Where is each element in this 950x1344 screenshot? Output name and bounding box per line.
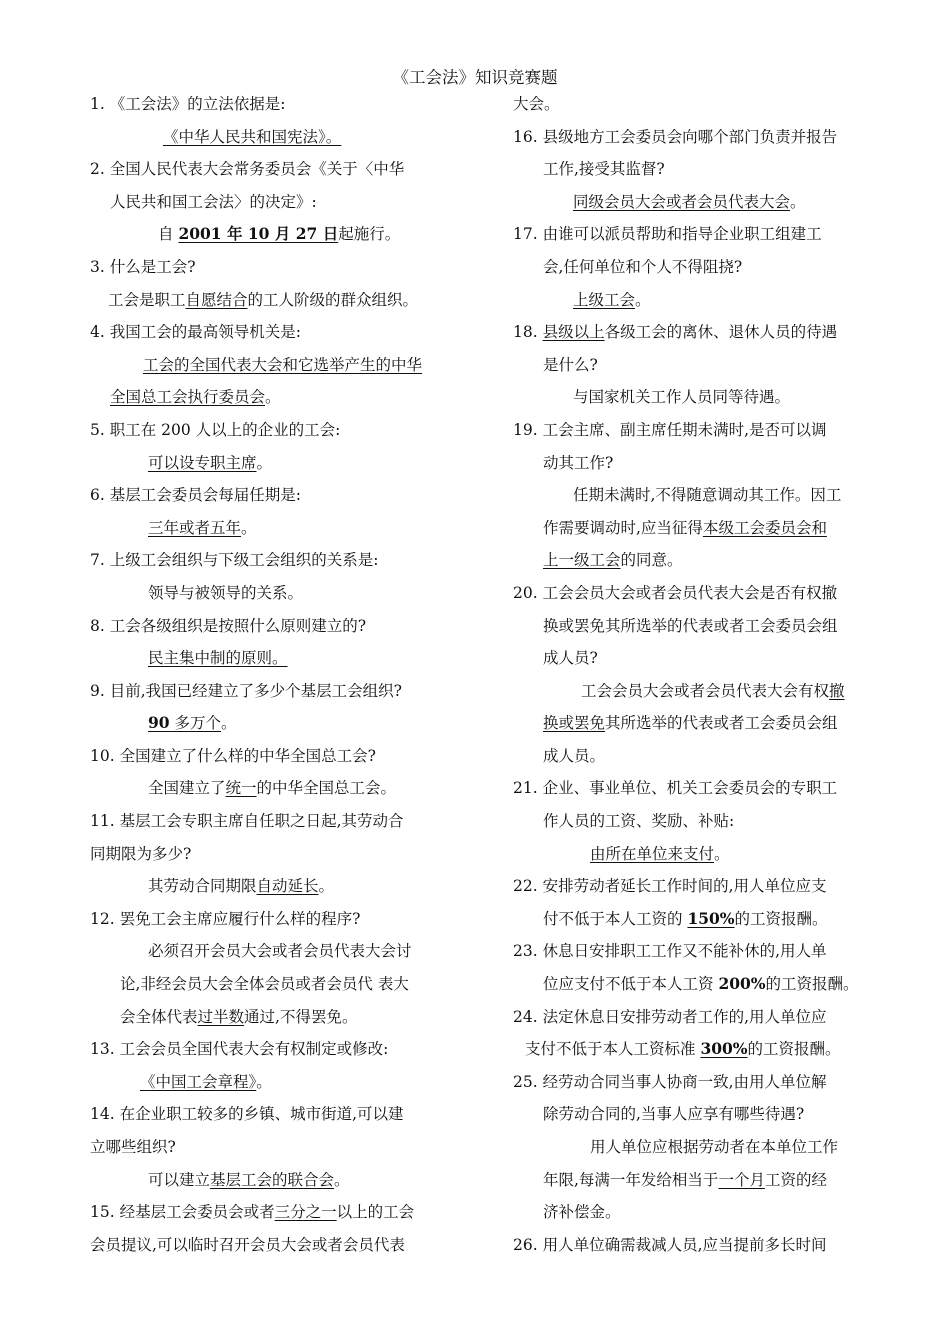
underlined-answer: 2001 年 10 月 27 日 [178,224,339,244]
text-segment: 通过,不得罢免。 [244,1007,358,1026]
text-segment: 16. 县级地方工会委员会向哪个部门负责并报告 [513,127,838,146]
text-segment: 9. 目前,我国已经建立了多少个基层工会组织? [90,681,402,700]
text-line [90,1196,450,1229]
text-segment: 作人员的工资、奖励、补贴: [543,812,735,831]
text-segment: 19. 工会主席、副主席任期未满时,是否可以调 [513,420,827,439]
text-line [513,349,875,382]
text-segment: 。 [635,290,651,309]
text-segment: 的工资报酬。 [734,909,828,928]
text-segment: 200% [718,974,766,994]
underlined-answer: 上一级工会 [543,551,621,570]
underlined-answer: 一个月 [718,1170,765,1189]
text-line [90,479,450,512]
text-segment: 。 [318,877,335,896]
text-line [90,88,450,121]
text-line [513,1229,875,1262]
text-line [513,316,875,349]
text-line [90,968,450,1001]
text-segment: 会全体代表 [120,1007,198,1026]
text-line [513,447,875,480]
text-segment: 11. 基层工会专职主席自任职之日起,其劳动合 [90,812,404,831]
underlined-answer: 《中国工会章程》 [140,1072,257,1091]
text-segment: 。 [790,192,806,211]
text-segment: 工会是职工 [108,290,186,309]
text-line [513,88,875,121]
text-line [90,903,450,936]
underlined-answer: 多万个 [169,714,222,733]
text-line [513,544,875,577]
text-line [90,577,450,610]
underlined-answer: 统一 [225,779,257,798]
text-segment: 与国家机关工作人员同等待遇。 [573,388,791,407]
text-line [513,121,875,154]
text-line [513,740,875,773]
underlined-answer: 撤 [829,681,845,700]
text-segment: 3. 什么是工会? [90,257,196,276]
underlined-answer: 90 [148,713,170,733]
text-line [513,577,875,610]
text-segment: 大会。 [513,95,560,113]
underlined-answer: 县级以上 [542,323,605,342]
text-segment: 14. 在企业职工较多的乡镇、城市街道,可以建 [90,1105,404,1124]
document-title: 《工会法》知识竞赛题 [392,68,558,87]
text-line [90,1001,450,1034]
underlined-answer: 150% [687,908,735,928]
underlined-answer: 换或罢免 [543,714,606,733]
text-segment: 立哪些组织? [90,1138,176,1156]
text-segment: 动其工作? [543,453,614,472]
text-segment: 是什么? [543,355,598,374]
underlined-answer: 上级工会 [573,290,636,309]
text-segment: 的工资报酬。 [747,1040,841,1059]
text-line [513,968,875,1001]
text-segment: 成人员? [543,649,598,668]
text-line [90,935,450,968]
text-segment: 。 [221,714,237,733]
text-line [90,1131,450,1164]
text-segment: 成人员。 [543,746,606,765]
text-segment: 作需要调动时,应当征得 [543,518,703,537]
text-line [513,675,875,708]
text-line [513,903,875,936]
text-segment: 23. 休息日安排职工工作又不能补休的,用人单 [513,942,827,961]
text-segment: 8. 工会各级组织是按照什么原则建立的? [90,616,367,635]
text-segment: 20. 工会会员大会或者会员代表大会是否有权撤 [513,583,838,602]
text-line [513,153,875,186]
text-segment: 24. 法定休息日安排劳动者工作的,用人单位应 [513,1007,827,1026]
text-segment: 13. 工会会员全国代表大会有权制定或修改: [90,1040,389,1059]
text-segment: 用人单位应根据劳动者在本单位工作 [590,1138,839,1156]
text-segment: 支付不低于本人工资标准 [525,1040,701,1059]
text-segment: 2. 全国人民代表大会常务委员会《关于〈中华 [90,160,405,179]
text-line [513,381,875,414]
underlined-answer: 自愿结合 [185,290,248,309]
text-line [90,251,450,284]
text-line [90,675,450,708]
text-line [90,414,450,447]
text-segment: 5. 职工在 200 人以上的企业的工会: [90,420,341,439]
underlined-answer: 《中华人民共和国宪法》。 [163,127,342,146]
text-segment: 其所选举的代表或者工会委员会组 [605,714,838,733]
text-line [90,707,450,740]
text-line [90,447,450,480]
text-line [513,186,875,219]
text-segment: 17. 由谁可以派员帮助和指导企业职工组建工 [513,225,822,244]
text-line [513,218,875,251]
text-segment: 的工资报酬。 [765,975,859,994]
text-segment: 18. [513,323,543,342]
text-segment: 。 [265,388,281,407]
text-segment: 15. 经基层工会委员会或者 [90,1203,275,1222]
text-segment: 付不低于本人工资的 [543,909,688,928]
text-line [513,284,875,317]
text-segment: 10. 全国建立了什么样的中华全国总工会? [90,746,376,765]
text-line [513,610,875,643]
text-segment: 年限,每满一年发给相当于 [543,1170,719,1189]
text-line [513,251,875,284]
text-line [513,1131,875,1164]
underlined-answer: 可以设专职主席 [148,453,257,472]
text-segment: 除劳动合同的,当事人应享有哪些待遇? [543,1105,805,1124]
text-line [513,414,875,447]
text-segment: 位应支付不低于本人工资 [543,975,719,994]
underlined-answer: 过半数 [197,1007,245,1026]
text-line [513,642,875,675]
text-line [90,153,450,186]
text-segment: 。 [256,453,273,472]
text-segment: 工资的经 [764,1170,827,1189]
text-segment: 人民共和国工会法〉的决定》: [110,192,317,211]
text-line [90,349,450,382]
text-line [513,1164,875,1197]
text-segment: 12. 罢免工会主席应履行什么样的程序? [90,909,361,928]
text-line [90,1033,450,1066]
underlined-answer: 工会的全国代表大会和它选举产生的中华 [143,355,423,374]
text-line [90,218,450,251]
text-line [90,512,450,545]
text-segment: 26. 用人单位确需裁减人员,应当提前多长时间 [513,1235,827,1254]
text-line [90,772,450,805]
text-segment: 论,非经会员大会全体会员或者会员代 表大 [120,975,409,994]
text-line [513,1196,875,1229]
text-line [513,838,875,871]
text-segment: 任期未满时,不得随意调动其工作。因工 [573,486,842,505]
underlined-answer: 300% [700,1039,748,1059]
underlined-answer: 自动延长 [256,877,319,896]
text-line [513,870,875,903]
text-line [513,772,875,805]
underlined-answer: 同级会员大会或者会员代表大会 [573,192,791,211]
text-line [90,1098,450,1131]
text-segment: 起施行。 [338,225,401,244]
text-line [90,1066,450,1099]
text-segment: 7. 上级工会组织与下级工会组织的关系是: [90,551,379,570]
text-segment: 1. 《工会法》的立法依据是: [90,95,286,113]
text-segment: 以上的工会 [336,1203,415,1222]
text-segment: 换或罢免其所选举的代表或者工会委员会组 [543,616,838,635]
text-segment: 领导与被领导的关系。 [148,583,304,602]
text-segment: 自 [158,225,179,244]
text-line [513,479,875,512]
text-segment: 同期限为多少? [90,844,192,863]
right-column [513,88,875,1261]
text-line [90,1164,450,1197]
underlined-answer: 本级工会委员会和 [702,518,827,537]
text-line [513,935,875,968]
text-line [90,381,450,414]
text-line [90,316,450,349]
text-line [90,544,450,577]
text-segment: 的工人阶级的群众组织。 [247,290,419,309]
text-segment: 各级工会的离休、退休人员的待遇 [604,323,838,342]
text-line [90,1229,450,1262]
text-segment: 工会会员大会或者会员代表大会有权 [581,681,830,700]
text-line [513,805,875,838]
text-segment: 其劳动合同期限 [148,877,257,896]
text-segment: 。 [714,844,730,863]
underlined-answer: 三分之一 [274,1203,337,1222]
text-line [513,1033,875,1066]
text-segment: 的同意。 [620,551,683,570]
text-line [90,284,450,317]
underlined-answer: 三年或者五年 [148,518,242,537]
text-line [513,1066,875,1099]
text-segment: 全国建立了 [148,779,226,798]
text-line [513,1098,875,1131]
text-segment: 济补偿金。 [543,1203,621,1222]
underlined-answer: 由所在单位来支付 [590,844,715,863]
left-column [90,88,450,1261]
text-segment: 会,任何单位和个人不得阻挠? [543,257,743,276]
text-segment: 必须召开会员大会或者会员代表大会讨 [148,942,412,961]
text-segment: 21. 企业、事业单位、机关工会委员会的专职工 [513,779,838,798]
text-segment: 。 [334,1170,350,1189]
underlined-answer: 民主集中制的原则。 [148,649,288,668]
underlined-answer: 基层工会的联合会 [210,1170,335,1189]
text-line [513,1001,875,1034]
text-line [90,838,450,871]
text-segment: 。 [256,1072,272,1091]
text-line [513,512,875,545]
text-line [90,740,450,773]
text-line [90,186,450,219]
text-segment: 25. 经劳动合同当事人协商一致,由用人单位解 [513,1072,827,1091]
text-segment: 22. 安排劳动者延长工作时间的,用人单位应支 [513,877,827,896]
text-line [90,805,450,838]
text-line [90,870,450,903]
text-segment: 4. 我国工会的最高领导机关是: [90,323,301,342]
text-segment: 。 [241,518,257,537]
text-segment: 的中华全国总工会。 [256,779,397,798]
text-segment: 工作,接受其监督? [543,160,665,179]
text-line [90,610,450,643]
text-line [90,642,450,675]
text-segment: 会员提议,可以临时召开会员大会或者会员代表 [90,1235,405,1254]
text-line [90,121,450,154]
underlined-answer: 全国总工会执行委员会 [110,388,266,407]
text-line [513,707,875,740]
text-segment: 6. 基层工会委员会每届任期是: [90,486,301,505]
text-segment: 可以建立 [148,1170,211,1189]
